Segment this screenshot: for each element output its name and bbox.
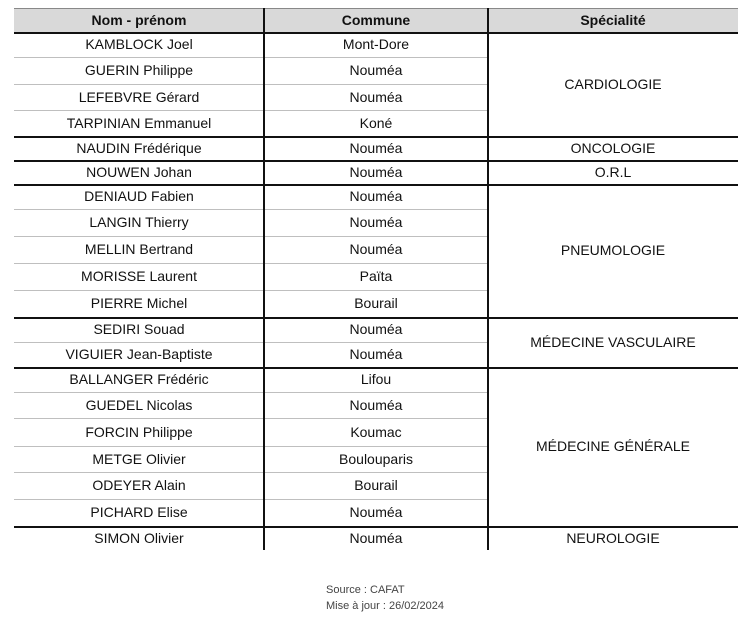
doctor-name: KAMBLOCK Joel: [85, 36, 193, 52]
doctor-name: NOUWEN Johan: [86, 164, 192, 180]
doctor-name: PIERRE Michel: [90, 295, 188, 311]
commune-cell: Lifou: [360, 371, 392, 387]
column-header: Commune: [264, 8, 488, 32]
doctor-name: DENIAUD Fabien: [84, 188, 194, 204]
commune-cell: Nouméa: [349, 321, 403, 337]
doctor-name: ODEYER Alain: [92, 477, 186, 493]
table-top-border: [14, 8, 738, 9]
row-separator: [14, 290, 488, 291]
row-separator: [14, 236, 488, 237]
row-separator: [14, 418, 488, 419]
commune-cell: Boulouparis: [339, 451, 413, 467]
commune-cell: Nouméa: [349, 188, 403, 204]
doctor-name: VIGUIER Jean-Baptiste: [65, 346, 213, 362]
commune-cell: Nouméa: [349, 530, 403, 546]
doctor-name: BALLANGER Frédéric: [69, 371, 209, 387]
row-separator: [14, 57, 488, 58]
commune-cell: Koumac: [350, 424, 402, 440]
group-separator: [14, 526, 738, 528]
commune-cell: Nouméa: [349, 140, 403, 156]
specialty-cell: MÉDECINE GÉNÉRALE: [535, 438, 691, 454]
doctor-name: PICHARD Elise: [90, 504, 188, 520]
row-separator: [14, 499, 488, 500]
group-separator: [14, 32, 738, 34]
commune-cell: Païta: [359, 268, 393, 284]
update-date: Mise à jour : 26/02/2024: [326, 600, 445, 612]
row-separator: [14, 342, 488, 343]
commune-cell: Bourail: [354, 477, 398, 493]
commune-cell: Nouméa: [349, 346, 403, 362]
group-separator: [14, 317, 738, 319]
group-separator: [14, 367, 738, 369]
commune-cell: Nouméa: [349, 89, 403, 105]
row-separator: [14, 446, 488, 447]
commune-cell: Mont-Dore: [342, 36, 410, 52]
commune-cell: Nouméa: [349, 241, 403, 257]
group-separator: [14, 184, 738, 186]
footer: [326, 582, 444, 614]
column-header: Spécialité: [488, 8, 738, 32]
source-note: Source : CAFAT: [326, 584, 405, 596]
specialty-cell: O.R.L: [594, 164, 632, 180]
doctor-name: LEFEBVRE Gérard: [78, 89, 200, 105]
doctor-name: MELLIN Bertrand: [84, 241, 194, 257]
commune-cell: Nouméa: [349, 164, 403, 180]
commune-cell: Koné: [359, 115, 393, 131]
doctor-name: SEDIRI Souad: [93, 321, 185, 337]
specialty-cell: MÉDECINE VASCULAIRE: [530, 334, 696, 350]
doctor-name: TARPINIAN Emmanuel: [66, 115, 212, 131]
row-separator: [14, 209, 488, 210]
commune-cell: Nouméa: [349, 214, 403, 230]
row-separator: [14, 110, 488, 111]
commune-cell: Nouméa: [349, 62, 403, 78]
doctor-name: MORISSE Laurent: [81, 268, 197, 284]
specialty-cell: NEUROLOGIE: [566, 530, 660, 546]
row-separator: [14, 392, 488, 393]
column-divider: [263, 8, 265, 550]
doctor-name: GUEDEL Nicolas: [85, 397, 193, 413]
row-separator: [14, 263, 488, 264]
doctor-name: GUERIN Philippe: [84, 62, 194, 78]
doctor-name: METGE Olivier: [92, 451, 186, 467]
commune-cell: Nouméa: [349, 504, 403, 520]
doctor-name: FORCIN Philippe: [85, 424, 193, 440]
doctor-name: NAUDIN Frédérique: [76, 140, 202, 156]
specialty-cell: PNEUMOLOGIE: [560, 242, 666, 258]
column-header: Nom - prénom: [14, 8, 264, 32]
specialty-cell: CARDIOLOGIE: [564, 76, 662, 92]
group-separator: [14, 136, 738, 138]
doctor-name: SIMON Olivier: [94, 530, 184, 546]
doctor-name: LANGIN Thierry: [89, 214, 189, 230]
column-divider: [487, 8, 489, 550]
group-separator: [14, 160, 738, 162]
row-separator: [14, 84, 488, 85]
commune-cell: Bourail: [354, 295, 398, 311]
row-separator: [14, 472, 488, 473]
commune-cell: Nouméa: [349, 397, 403, 413]
specialty-cell: ONCOLOGIE: [570, 140, 656, 156]
